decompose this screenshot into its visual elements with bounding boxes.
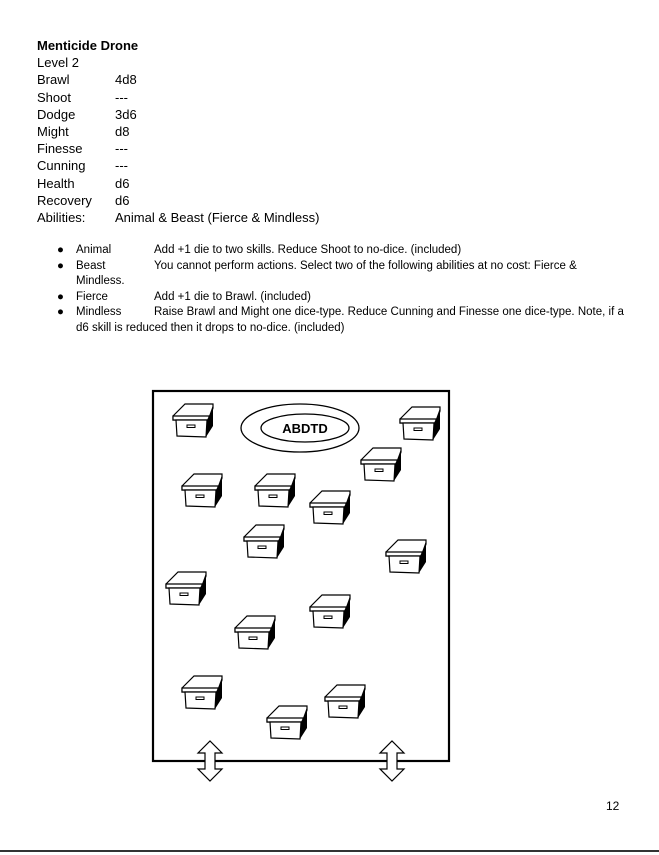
stat-label: Dodge [37, 106, 76, 122]
centerpiece-label: ABDTD [282, 421, 328, 436]
ability-description: You cannot perform actions. Select two of the following abilities at no cost: Fierce & Mindless. [76, 259, 577, 287]
stat-label: Cunning [37, 158, 86, 174]
ability-description: Add +1 die to Brawl. (included) [154, 290, 311, 303]
stat-label: Abilities: [37, 210, 86, 226]
stat-value: d6 [115, 175, 130, 191]
crate-icon [244, 525, 284, 558]
bullet-icon: ● [57, 290, 64, 303]
stat-label: Recovery [37, 192, 92, 208]
crate-icon [182, 474, 222, 507]
stat-label: Brawl [37, 72, 70, 88]
ability-name: Fierce [76, 290, 108, 303]
crate-icon [386, 540, 426, 573]
crate-icon [310, 595, 350, 628]
bullet-icon: ● [57, 306, 64, 318]
crate-icon [267, 706, 307, 739]
ability-description: Raise Brawl and Might one dice-type. Reduce Cunning and Finesse one dice-type. Note, if a d6 skill is reduced then it drops to no-dice. (included) [76, 306, 624, 334]
stat-value: 3d6 [115, 106, 137, 122]
bullet-icon: ● [57, 259, 64, 272]
crate-icon [310, 491, 350, 524]
crate-icon [173, 404, 213, 437]
stat-value: 4d8 [115, 72, 137, 88]
crate-icon [361, 448, 401, 481]
stat-value: d6 [115, 192, 130, 208]
stat-label: Shoot [37, 89, 71, 105]
stat-value: --- [115, 158, 128, 174]
crate-icon [400, 407, 440, 440]
ability-name: Mindless [76, 306, 122, 318]
creature-level: Level 2 [37, 55, 79, 71]
crate-icon [235, 616, 275, 649]
crate-icon [255, 474, 295, 507]
ability-name: Animal [76, 244, 112, 256]
creature-name: Menticide Drone [37, 38, 139, 53]
ability-description: Add +1 die to two skills. Reduce Shoot to no-dice. (included) [154, 244, 462, 256]
abdtd-device [241, 404, 359, 452]
stat-value: d8 [115, 124, 130, 140]
page-number: 12 [606, 799, 620, 813]
stat-value: --- [115, 141, 128, 157]
stat-label: Might [37, 124, 69, 140]
stat-label: Health [37, 175, 75, 191]
stat-value: --- [115, 89, 128, 105]
crate-group [166, 404, 440, 739]
footer-divider [0, 850, 659, 852]
crate-icon [325, 685, 365, 718]
crate-icon [182, 676, 222, 709]
bullet-icon: ● [57, 244, 64, 256]
stat-value: Animal & Beast (Fierce & Mindless) [115, 210, 320, 226]
ability-name: Beast [76, 259, 106, 272]
crate-icon [166, 572, 206, 605]
stat-label: Finesse [37, 141, 83, 157]
